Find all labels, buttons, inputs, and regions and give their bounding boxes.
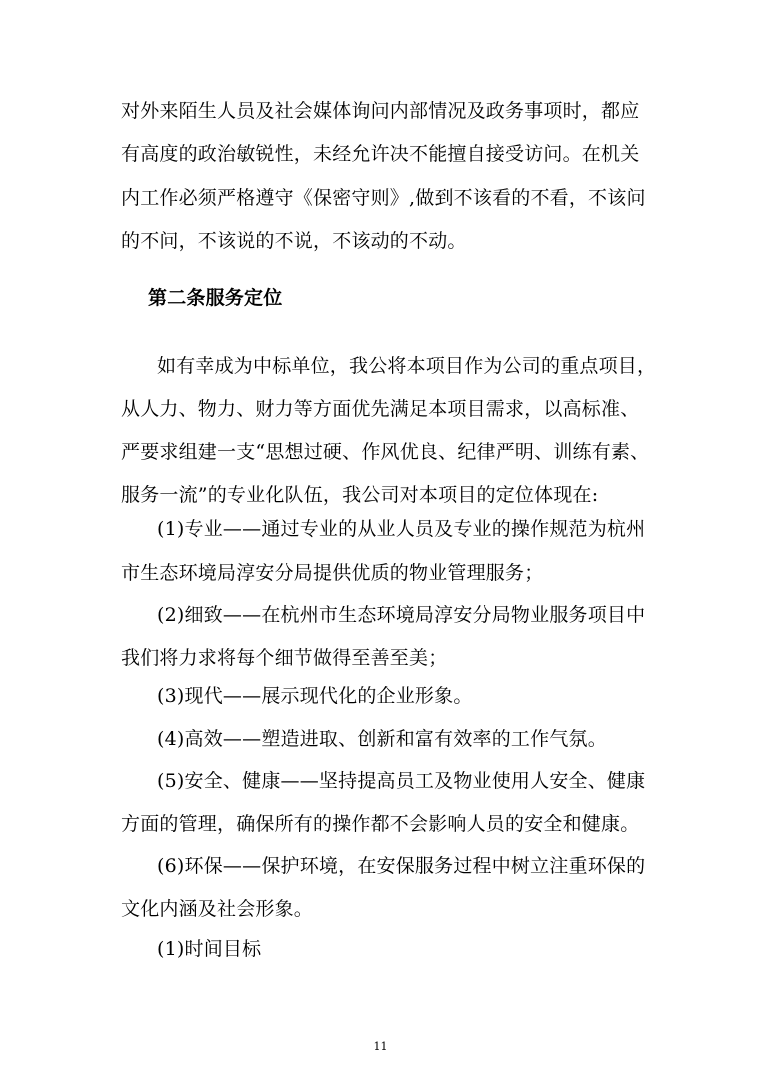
text-line: 有高度的政治敏锐性，未经允许决不能擅自接受访问。在机关 [121, 143, 640, 165]
text-line: (1)专业——通过专业的从业人员及专业的操作规范为杭州 [157, 518, 646, 540]
text-line: (5)安全、健康——坚持提高员工及物业使用人安全、健康 [157, 770, 646, 792]
text-line: 方面的管理，确保所有的操作都不会影响人员的安全和健康。 [121, 813, 640, 835]
text-line: (1)时间目标 [157, 938, 262, 960]
text-line: 从人力、物力、财力等方面优先满足本项目需求，以高标准、 [121, 398, 640, 420]
text-line: (4)高效——塑造进取、创新和富有效率的工作气氛。 [157, 728, 607, 750]
text-line: 的不问，不该说的不说，不该动的不动。 [121, 230, 467, 252]
page-number: 11 [373, 1040, 388, 1053]
text-line: 内工作必须严格遵守《保密守则》,做到不该看的不看，不该问 [121, 187, 646, 209]
text-line: 服务一流”的专业化队伍，我公司对本项目的定位体现在: [121, 484, 599, 506]
text-line: 如有幸成为中标单位，我公将本项目作为公司的重点项目， [157, 355, 657, 377]
text-line: (2)细致——在杭州市生态环境局淳安分局物业服务项目中 [157, 604, 646, 626]
text-line: 市生态环境局淳安分局提供优质的物业管理服务； [121, 562, 544, 584]
text-line: 文化内涵及社会形象。 [121, 898, 314, 920]
text-line: (6)环保——保护环境，在安保服务过程中树立注重环保的 [157, 855, 646, 877]
text-line: 严要求组建一支“思想过硬、作风优良、纪律严明、训练有素、 [121, 441, 650, 463]
text-line: 我们将力求将每个细节做得至善至美； [121, 647, 448, 669]
text-line: (3)现代——展示现代化的企业形象。 [157, 685, 473, 707]
section-heading: 第二条服务定位 [148, 287, 283, 309]
text-line: 对外来陌生人员及社会媒体询问内部情况及政务事项时，都应 [121, 100, 640, 122]
